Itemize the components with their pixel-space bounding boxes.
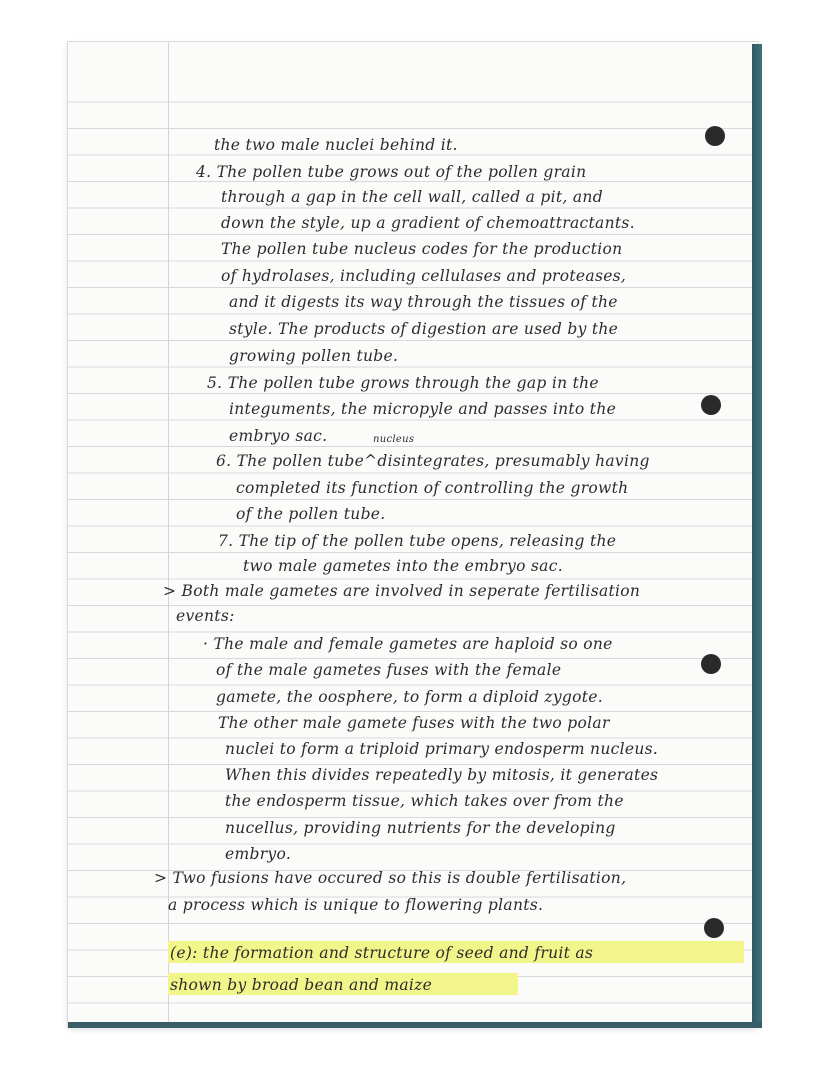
note-line: the endosperm tissue, which takes over from the xyxy=(225,792,624,810)
note-line: 7. The tip of the pollen tube opens, releasing the xyxy=(218,532,617,550)
punch-hole xyxy=(701,654,721,674)
note-line: completed its function of controlling the growth xyxy=(236,479,629,497)
note-line: gamete, the oosphere, to form a diploid zygote. xyxy=(216,688,603,706)
heading-line: shown by broad bean and maize xyxy=(170,976,433,994)
note-line: and it digests its way through the tissues of the xyxy=(229,293,618,311)
note-line: The pollen tube nucleus codes for the production xyxy=(221,240,623,258)
insertion-note: nucleus xyxy=(373,434,415,445)
note-line: integuments, the micropyle and passes into the xyxy=(229,400,617,418)
punch-hole xyxy=(701,395,721,415)
note-line: 6. The pollen tube^disintegrates, presumably having xyxy=(216,452,650,470)
note-line: of the male gametes fuses with the female xyxy=(216,661,562,679)
note-line: The other male gamete fuses with the two polar xyxy=(218,714,610,732)
note-line: through a gap in the cell wall, called a pit, and xyxy=(221,188,603,206)
notebook-cover-edge xyxy=(68,1022,762,1028)
heading-line: (e): the formation and structure of seed and fruit as xyxy=(170,944,594,962)
note-line: 5. The pollen tube grows through the gap in the xyxy=(207,374,599,392)
note-line: When this divides repeatedly by mitosis, it generates xyxy=(225,766,659,784)
note-line: nuclei to form a triploid primary endosperm nucleus. xyxy=(225,740,659,758)
notebook-cover-edge xyxy=(752,44,762,1027)
note-line: the two male nuclei behind it. xyxy=(214,136,458,154)
note-line: > Two fusions have occured so this is double fertilisation, xyxy=(154,869,627,887)
note-line: embryo sac. xyxy=(229,427,328,445)
note-line: events: xyxy=(176,607,235,625)
note-line: 4. The pollen tube grows out of the pollen grain xyxy=(196,163,587,181)
note-line: · The male and female gametes are haploid so one xyxy=(203,635,613,653)
punch-hole xyxy=(704,918,724,938)
note-line: a process which is unique to flowering plants. xyxy=(168,896,544,914)
note-line: embryo. xyxy=(225,845,292,863)
note-line: > Both male gametes are involved in seperate fertilisation xyxy=(163,582,641,600)
punch-hole xyxy=(705,126,725,146)
note-line: of the pollen tube. xyxy=(236,505,386,523)
note-line: two male gametes into the embryo sac. xyxy=(243,557,563,575)
note-line: growing pollen tube. xyxy=(229,347,399,365)
note-line: of hydrolases, including cellulases and proteases, xyxy=(221,267,627,285)
notebook-page xyxy=(68,42,758,1027)
note-line: nucellus, providing nutrients for the developing xyxy=(225,819,616,837)
note-line: down the style, up a gradient of chemoattractants. xyxy=(221,214,635,232)
note-line: style. The products of digestion are used by the xyxy=(229,320,619,338)
